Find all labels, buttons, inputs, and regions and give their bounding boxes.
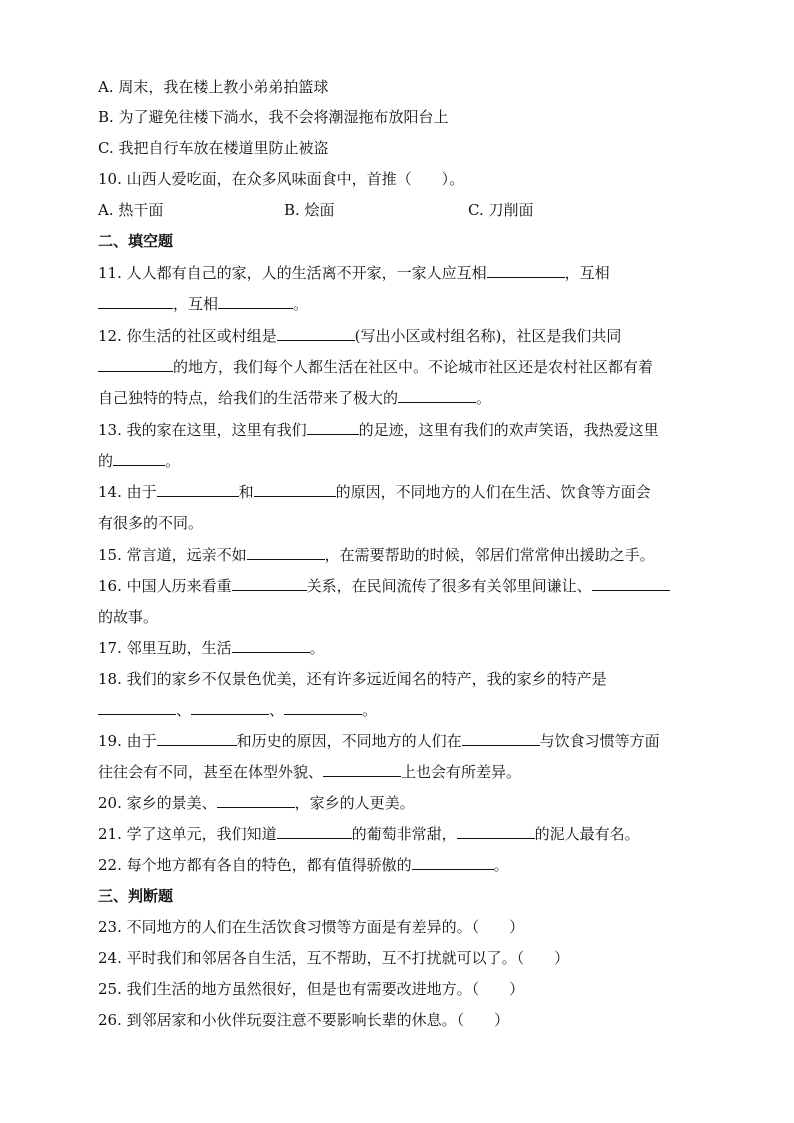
q18-blank-1[interactable]	[98, 700, 176, 715]
section-fill-in-title: 二、填空题	[98, 232, 174, 250]
q19-blank-2[interactable]	[462, 731, 540, 746]
section-judgement-heading	[98, 886, 173, 906]
q14-text-3: 的原因，不同地方的人们在生活、饮食等方面会	[335, 483, 651, 501]
q22-line-1	[98, 855, 509, 875]
q10-option-b: B. 烩面	[284, 201, 335, 219]
q22-text-1: 22. 每个地方都有各自的特色，都有值得骄傲的	[98, 856, 412, 874]
q12-line-2	[98, 357, 653, 377]
q20-line-1	[98, 793, 415, 813]
q16-line-2	[98, 607, 158, 627]
q11-line-1	[98, 263, 610, 283]
q19-text-5: 上也会有所差异。	[401, 763, 522, 781]
q19-blank-1[interactable]	[157, 731, 237, 746]
q19-blank-3[interactable]	[323, 762, 401, 777]
q15-text-2: ，在需要帮助的时候，邻居们常常伸出援助之手。	[324, 546, 655, 564]
q11-blank-2[interactable]	[98, 294, 173, 309]
q10-stem-text: 10. 山西人爱吃面，在众多风味面食中，首推（ ）。	[98, 170, 465, 188]
q17-blank-1[interactable]	[232, 638, 310, 653]
q16-line-1	[98, 576, 670, 596]
q26-text: 26. 到邻居家和小伙伴玩耍注意不要影响长辈的休息。（ ）	[98, 1011, 510, 1029]
q12-text-4: 自己独特的特点，给我们的生活带来了极大的	[98, 389, 399, 407]
q14-line-1	[98, 482, 651, 502]
q10-options	[98, 200, 533, 220]
q12-line-3	[98, 388, 491, 408]
section-fill-in-heading	[98, 231, 173, 251]
q11-text-3: ，互相	[173, 295, 219, 313]
q14-line-2	[98, 513, 203, 533]
q10-option-c: C. 刀削面	[468, 201, 534, 219]
q16-text-1: 16. 中国人历来看重	[98, 577, 232, 595]
q9-option-a-text: A. 周末，我在楼上教小弟弟拍篮球	[98, 78, 329, 96]
q24-text: 24. 平时我们和邻居各自生活，互不帮助，互不打扰就可以了。（ ）	[98, 949, 570, 967]
q25-text: 25. 我们生活的地方虽然很好，但是也有需要改进地方。（ ）	[98, 980, 525, 998]
q14-text-1: 14. 由于	[98, 483, 157, 501]
q21-text-2: 的葡萄非常甜，	[351, 825, 457, 843]
q13-blank-1[interactable]	[307, 420, 359, 435]
q16-text-3: 的故事。	[98, 608, 159, 626]
q18-sep-1: 、	[176, 701, 192, 719]
q14-blank-1[interactable]	[157, 482, 239, 497]
q15-text-1: 15. 常言道，远亲不如	[98, 546, 247, 564]
q18-line-1	[98, 669, 607, 689]
q13-blank-2[interactable]	[113, 451, 165, 466]
q9-option-b	[98, 107, 449, 127]
q20-text-2: ，家乡的人更美。	[294, 794, 415, 812]
q12-blank-1[interactable]	[277, 326, 355, 341]
q21-text-1: 21. 学了这单元，我们知道	[98, 825, 277, 843]
q12-text-1: 12. 你生活的社区或村组是	[98, 327, 277, 345]
q21-blank-1[interactable]	[277, 824, 352, 839]
section-judgement-title: 三、判断题	[98, 887, 174, 905]
q20-text-1: 20. 家乡的景美、	[98, 794, 217, 812]
q25-line	[98, 979, 524, 999]
q13-text-1: 13. 我的家在这里，这里有我们	[98, 421, 307, 439]
q18-sep-2: 、	[269, 701, 285, 719]
q14-blank-2[interactable]	[254, 482, 336, 497]
q10-option-a: A. 热干面	[98, 201, 164, 219]
q16-blank-1[interactable]	[232, 576, 307, 591]
q18-end: 。	[362, 701, 378, 719]
q13-text-4: 。	[165, 452, 181, 470]
q11-line-2	[98, 294, 308, 314]
q13-text-2: 的足迹，这里有我们的欢声笑语，我热爱这里	[358, 421, 659, 439]
q18-line-2	[98, 700, 377, 720]
q15-blank-1[interactable]	[247, 545, 325, 560]
q12-text-3: 的地方，我们每个人都生活在社区中。不论城市社区还是农村社区都有着	[173, 358, 654, 376]
q12-text-2: (写出小区或村组名称)，社区是我们共同	[354, 327, 622, 345]
q13-line-1	[98, 420, 659, 440]
q11-blank-1[interactable]	[487, 263, 565, 278]
q13-text-3: 的	[98, 452, 114, 470]
q11-text-1: 11. 人人都有自己的家，人的生活离不开家，一家人应互相	[98, 264, 487, 282]
q17-text-2: 。	[309, 639, 325, 657]
q19-text-1: 19. 由于	[98, 732, 157, 750]
q23-text: 23. 不同地方的人们在生活饮食习惯等方面是有差异的。（ ）	[98, 918, 525, 936]
q11-text-2: ，互相	[564, 264, 610, 282]
q12-blank-3[interactable]	[398, 388, 476, 403]
q21-blank-2[interactable]	[457, 824, 535, 839]
q14-text-4: 有很多的不同。	[98, 514, 204, 532]
q17-line-1	[98, 638, 325, 658]
q20-blank-1[interactable]	[217, 793, 295, 808]
q22-blank-1[interactable]	[412, 855, 494, 870]
q19-text-2: 和历史的原因，不同地方的人们在	[236, 732, 462, 750]
q15-line-1	[98, 545, 655, 565]
q19-line-1	[98, 731, 660, 751]
q26-line	[98, 1010, 509, 1030]
q16-text-2: 关系，在民间流传了很多有关邻里间谦让、	[306, 577, 592, 595]
q24-line	[98, 948, 569, 968]
q9-option-c	[98, 138, 328, 158]
q22-text-2: 。	[493, 856, 509, 874]
q13-line-2	[98, 451, 180, 471]
q21-text-3: 的泥人最有名。	[534, 825, 640, 843]
q12-text-5: 。	[476, 389, 492, 407]
q10-stem	[98, 169, 464, 189]
q21-line-1	[98, 824, 640, 844]
q14-text-2: 和	[238, 483, 254, 501]
q9-option-c-text: C. 我把自行车放在楼道里防止被盗	[98, 139, 329, 157]
q9-option-a	[98, 77, 328, 97]
q16-blank-2[interactable]	[592, 576, 670, 591]
q11-text-4: 。	[293, 295, 309, 313]
q19-text-3: 与饮食习惯等方面	[539, 732, 660, 750]
q18-text-1: 18. 我们的家乡不仅景色优美，还有许多远近闻名的特产，我的家乡的特产是	[98, 670, 607, 688]
q11-blank-3[interactable]	[218, 294, 293, 309]
q12-line-1	[98, 326, 621, 346]
q19-text-4: 往往会有不同，甚至在体型外貌、	[98, 763, 324, 781]
q17-text-1: 17. 邻里互助，生活	[98, 639, 232, 657]
q9-option-b-text: B. 为了避免往楼下淌水，我不会将潮湿拖布放阳台上	[98, 108, 449, 126]
q23-line	[98, 917, 524, 937]
q18-blank-3[interactable]	[284, 700, 362, 715]
q19-line-2	[98, 762, 521, 782]
q12-blank-2[interactable]	[98, 357, 173, 372]
q18-blank-2[interactable]	[191, 700, 269, 715]
